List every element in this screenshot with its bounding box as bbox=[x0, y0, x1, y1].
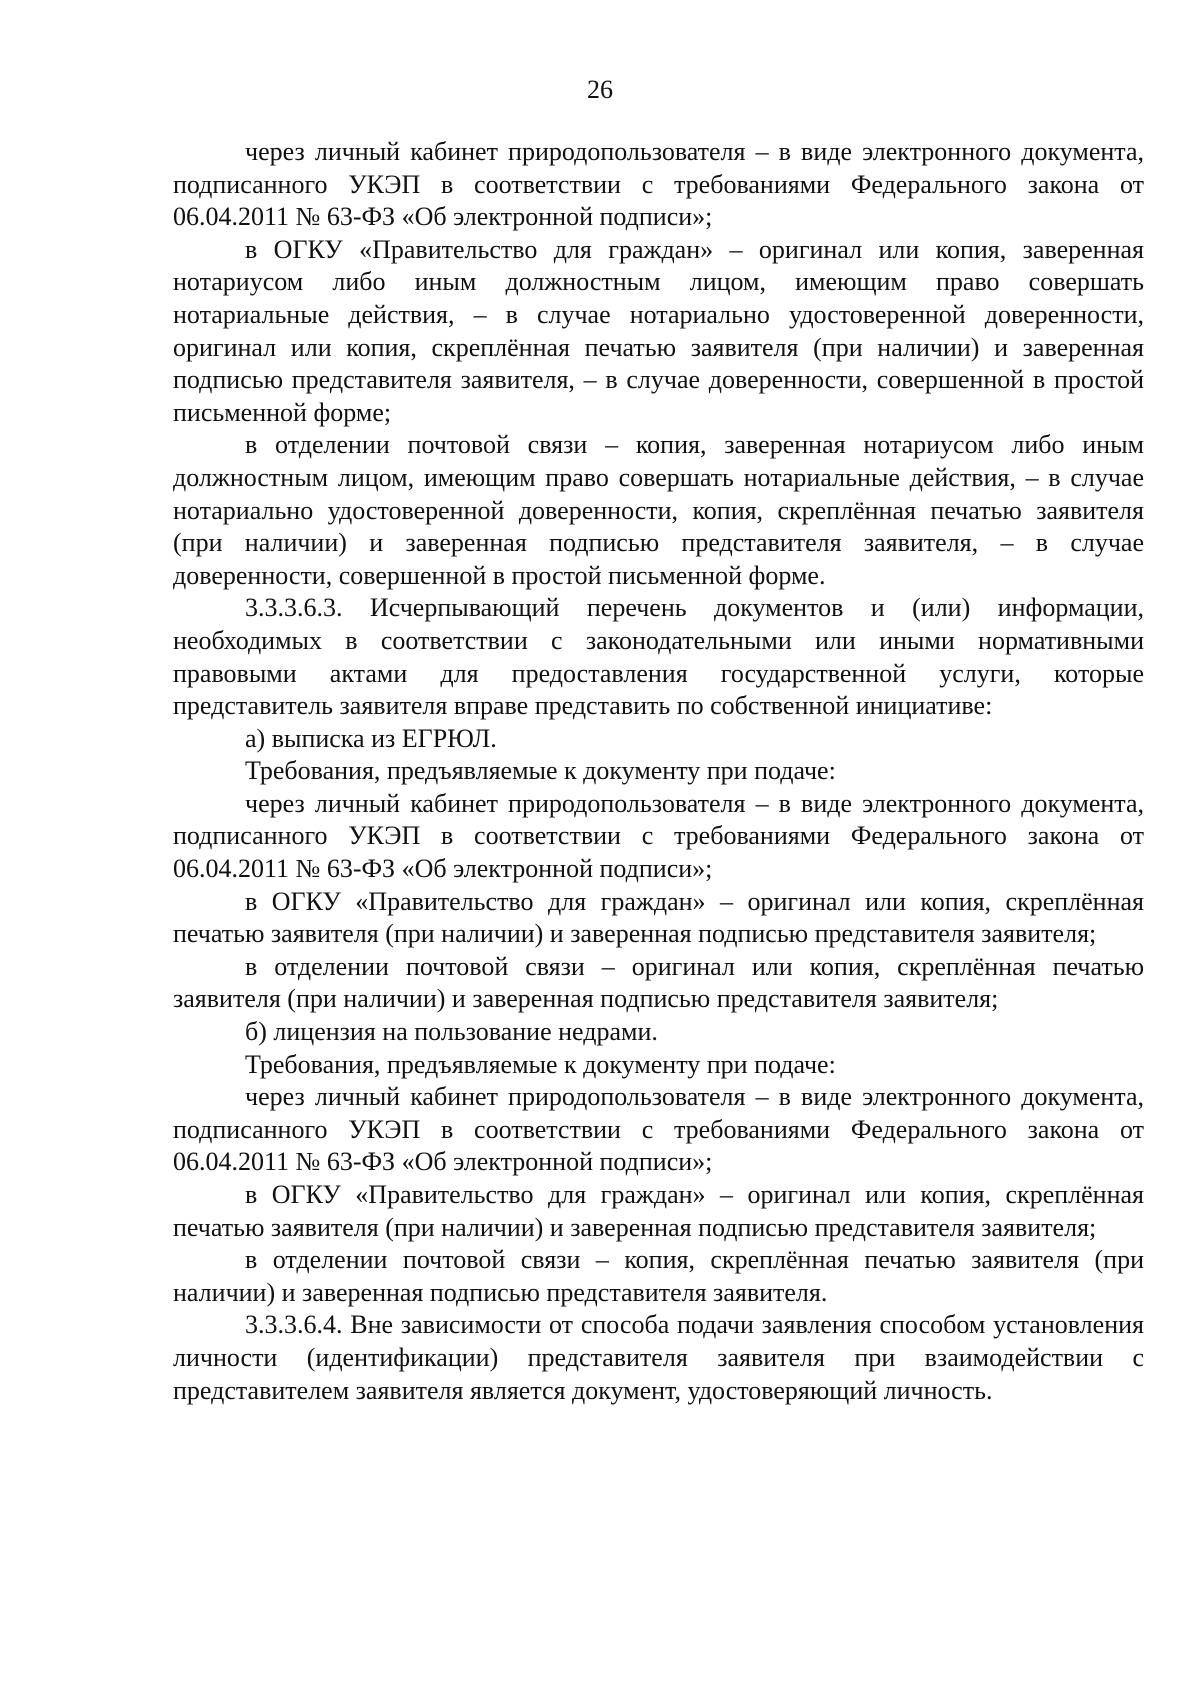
paragraph-6: Требования, предъявляемые к документу при подаче: bbox=[245, 756, 836, 786]
paragraph-5: а) выписка из ЕГРЮЛ. bbox=[245, 723, 497, 753]
paragraph-14: в отделении почтовой связи – копия, скреплённая печатью заявителя (при наличии) и заверенная подписью представителя заявителя. bbox=[173, 1245, 1144, 1307]
paragraph-13: в ОГКУ «Правительство для граждан» – оригинал или копия, скреплённая печатью заявителя (при наличии) и заверенная подписью представителя заявителя; bbox=[173, 1180, 1144, 1242]
document-body bbox=[173, 136, 1144, 1407]
paragraph-11: Требования, предъявляемые к документу при подаче: bbox=[245, 1049, 836, 1079]
paragraph-1: через личный кабинет природопользователя – в виде электронного документа, подписанного УКЭП в соответствии с требованиями Федерального закона от 06.04.2011 № 63-ФЗ «Об электронной подписи»; bbox=[173, 137, 1144, 232]
paragraph-10: б) лицензия на пользование недрами. bbox=[245, 1017, 658, 1047]
paragraph-2: в ОГКУ «Правительство для граждан» – оригинал или копия, заверенная нотариусом либо иным должностным лицом, имеющим право совершать нотариальные действия, – в случае нотариально удостоверенной доверенности, оригинал или копия, скреплённая печатью заявителя (при наличии) и заверенная подписью представителя заявителя, – в случае доверенности, совершенной в простой письменной форме; bbox=[173, 234, 1144, 427]
paragraph-3: в отделении почтовой связи – копия, заверенная нотариусом либо иным должностным лицом, имеющим право совершать нотариальные действия, – в случае нотариально удостоверенной доверенности, копия, скреплённая печатью заявителя (при наличии) и заверенная подписью представителя заявителя, – в случае доверенности, совершенной в простой письменной форме. bbox=[173, 430, 1144, 590]
page-number: 26 bbox=[587, 75, 613, 104]
paragraph-9: в отделении почтовой связи – оригинал или копия, скреплённая печатью заявителя (при наличии) и заверенная подписью представителя заявителя; bbox=[173, 951, 1144, 1014]
paragraph-15: 3.3.3.6.4. Вне зависимости от способа подачи заявления способом установления личности (идентификации) представителя заявителя при взаимодействии с представителем заявителя является документ, удостоверяющий личность. bbox=[173, 1310, 1144, 1405]
paragraph-7: через личный кабинет природопользователя – в виде электронного документа, подписанного УКЭП в соответствии с требованиями Федерального закона от 06.04.2011 № 63-ФЗ «Об электронной подписи»; bbox=[173, 788, 1144, 884]
paragraph-12: через личный кабинет природопользователя – в виде электронного документа, подписанного УКЭП в соответствии с требованиями Федерального закона от 06.04.2011 № 63-ФЗ «Об электронной подписи»; bbox=[173, 1082, 1144, 1177]
paragraph-8: в ОГКУ «Правительство для граждан» – оригинал или копия, скреплённая печатью заявителя (при наличии) и заверенная подписью представителя заявителя; bbox=[173, 886, 1144, 949]
paragraph-4: 3.3.3.6.3. Исчерпывающий перечень документов и (или) информации, необходимых в соответствии с законодательными или иными нормативными правовыми актами для предоставления государственной услуги, которые представитель заявителя вправе представить по собственной инициативе: bbox=[173, 593, 1144, 721]
